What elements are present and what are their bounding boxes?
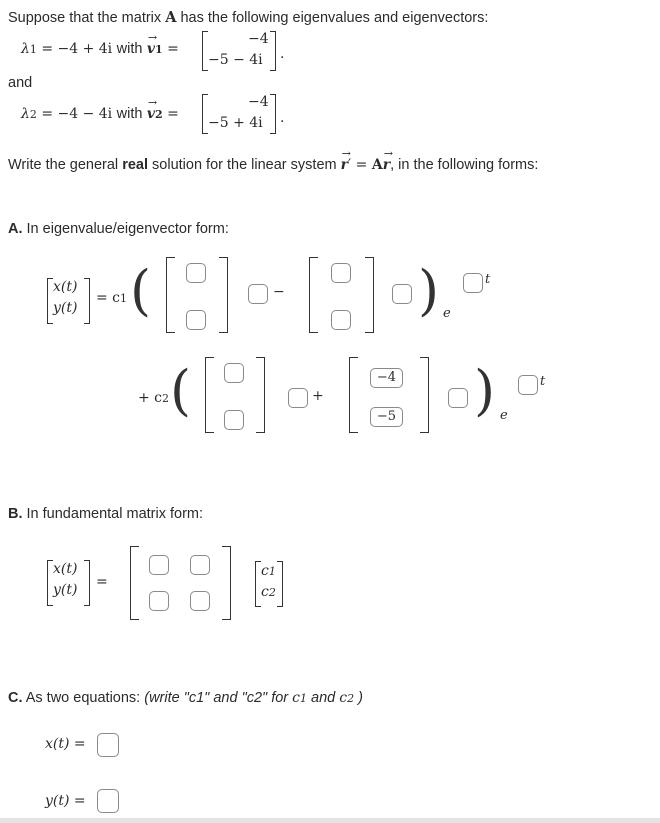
a-x-label: x(t) bbox=[53, 279, 78, 295]
a-row1-trig1-input[interactable] bbox=[248, 284, 268, 304]
v2-bottom-entry: −5 + 4i bbox=[208, 115, 263, 131]
a-row2-e: e bbox=[500, 408, 508, 423]
part-c-heading: C. As two equations: (write "c1" and "c2" for c1 and c2 ) bbox=[8, 690, 363, 706]
v2-top-entry: −4 bbox=[248, 94, 269, 110]
b-c1: c1 bbox=[261, 563, 276, 579]
intro-line bbox=[8, 9, 488, 26]
intro-tail: has the following eigenvalues and eigenvectors: bbox=[180, 10, 489, 26]
b-y-label: y(t) bbox=[53, 582, 78, 598]
b-matrix-right-bracket bbox=[222, 546, 231, 620]
a-row2-exponent-input[interactable] bbox=[518, 375, 538, 395]
a-row1-vec2-bottom-input[interactable] bbox=[331, 310, 351, 330]
v1-right-bracket bbox=[270, 31, 276, 71]
v1-bottom-entry: −5 − 4i bbox=[208, 52, 263, 68]
a-row1-open-paren: ( bbox=[130, 259, 152, 322]
part-b-heading: B. In fundamental matrix form: bbox=[8, 506, 204, 522]
v2-period: . bbox=[280, 110, 285, 126]
b-x-label: x(t) bbox=[53, 561, 78, 577]
a-y-label: y(t) bbox=[53, 300, 78, 316]
a-row1-vec1-right-bracket bbox=[219, 257, 228, 333]
a-row2-t: t bbox=[540, 374, 546, 389]
a-row2-vec2-bottom-prefilled[interactable]: −5 bbox=[370, 407, 403, 427]
v1-period: . bbox=[280, 46, 285, 62]
a-row2-vec1-left-bracket bbox=[205, 357, 214, 433]
c-x-label: x(t) = bbox=[45, 736, 86, 752]
a-row2-plus: + bbox=[312, 388, 324, 404]
a-row2-vec2-right-bracket bbox=[420, 357, 429, 433]
a-row2-open-paren: ( bbox=[170, 359, 192, 422]
b-matrix-r2c2-input[interactable] bbox=[190, 591, 210, 611]
c-y-input[interactable] bbox=[97, 789, 119, 813]
v2-right-bracket bbox=[270, 94, 276, 134]
eigenvalue-2: λ2 = −4 − 4i with → v2 = bbox=[21, 106, 179, 122]
a-row2-vec1-bottom-input[interactable] bbox=[224, 410, 244, 430]
a-row1-minus: − bbox=[273, 284, 285, 300]
a-row1-trig2-input[interactable] bbox=[392, 284, 412, 304]
c-x-input[interactable] bbox=[97, 733, 119, 757]
instruction: Write the general real solution for the linear system → r′ = A→ r, in the following forms: bbox=[8, 157, 538, 173]
v1-top-entry: −4 bbox=[248, 31, 269, 47]
a-row1-exponent-input[interactable] bbox=[463, 273, 483, 293]
c-y-label: y(t) = bbox=[45, 793, 86, 809]
a-xy-right-bracket bbox=[84, 278, 90, 324]
a-row1-vec2-left-bracket bbox=[309, 257, 318, 333]
vector-v1-symbol: → v bbox=[147, 41, 155, 57]
a-c2-term: + c2 bbox=[138, 390, 170, 406]
a-row2-vec2-left-bracket bbox=[349, 357, 358, 433]
a-row2-close-paren: ) bbox=[474, 359, 496, 422]
vector-v2-symbol: → v bbox=[147, 106, 155, 122]
a-row1-vec1-bottom-input[interactable] bbox=[186, 310, 206, 330]
a-row2-trig2-input[interactable] bbox=[448, 388, 468, 408]
a-c1-term: = c1 bbox=[96, 290, 128, 306]
part-a-heading: A. In eigenvalue/eigenvector form: bbox=[8, 221, 229, 237]
a-row2-vec1-top-input[interactable] bbox=[224, 363, 244, 383]
eigenvalue-1: λ1 = −4 + 4i with → v1 = bbox=[21, 41, 179, 57]
a-row1-close-paren: ) bbox=[418, 259, 440, 322]
bottom-divider bbox=[0, 818, 660, 823]
b-matrix-left-bracket bbox=[130, 546, 139, 620]
b-equals: = bbox=[96, 574, 108, 590]
a-row2-trig1-input[interactable] bbox=[288, 388, 308, 408]
a-row1-t: t bbox=[485, 272, 491, 287]
and-word: and bbox=[8, 75, 33, 91]
b-xy-right-bracket bbox=[84, 560, 90, 606]
a-row1-e: e bbox=[443, 306, 451, 321]
a-row2-vec1-right-bracket bbox=[256, 357, 265, 433]
a-row1-vec2-right-bracket bbox=[365, 257, 374, 333]
b-matrix-r1c1-input[interactable] bbox=[149, 555, 169, 575]
a-row1-vec1-left-bracket bbox=[166, 257, 175, 333]
b-c-right-bracket bbox=[277, 561, 283, 607]
a-row1-vec2-top-input[interactable] bbox=[331, 263, 351, 283]
intro-lead: Suppose that the matrix bbox=[8, 10, 162, 26]
b-matrix-r2c1-input[interactable] bbox=[149, 591, 169, 611]
a-row2-vec2-top-prefilled[interactable]: −4 bbox=[370, 368, 403, 388]
b-matrix-r1c2-input[interactable] bbox=[190, 555, 210, 575]
matrix-symbol: A bbox=[165, 9, 177, 26]
b-c2: c2 bbox=[261, 584, 276, 600]
a-row1-vec1-top-input[interactable] bbox=[186, 263, 206, 283]
